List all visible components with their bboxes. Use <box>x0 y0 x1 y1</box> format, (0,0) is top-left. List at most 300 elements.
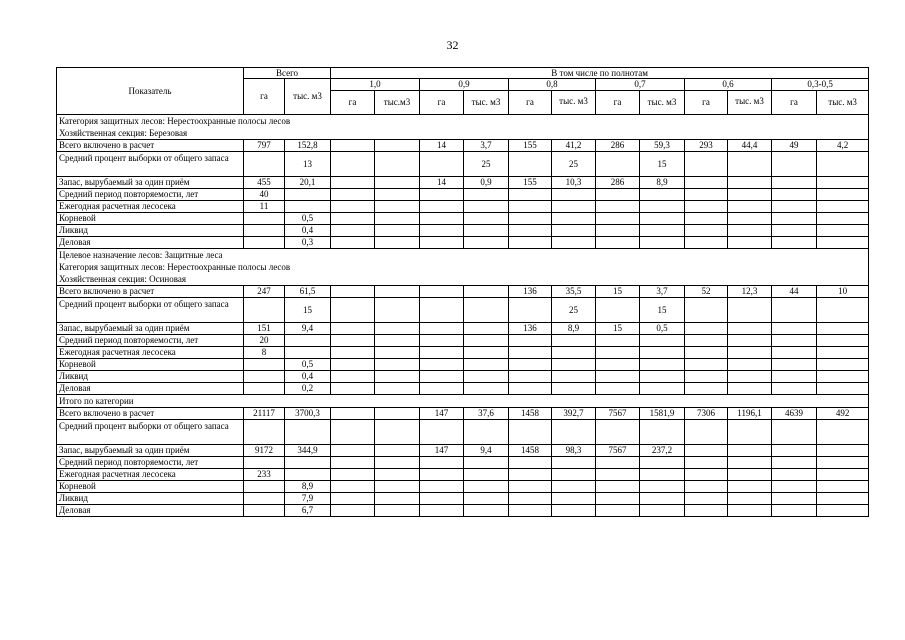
header-unit: га <box>772 90 817 114</box>
header-indicator: Показатель <box>57 68 244 115</box>
table-cell: 6,7 <box>285 504 331 516</box>
header-unit: га <box>509 90 552 114</box>
row-label: Средний период повторяемости, лет <box>57 456 244 468</box>
section-heading-line: Хозяйственная секция: Осиновая <box>59 273 186 284</box>
table-cell <box>596 504 640 516</box>
header-total-volume: тыс. м3 <box>285 79 331 114</box>
table-cell <box>772 480 817 492</box>
table-cell <box>728 346 772 358</box>
table-cell: 286 <box>596 139 640 151</box>
table-cell <box>244 456 285 468</box>
table-cell <box>509 456 552 468</box>
table-cell: 13 <box>285 151 331 176</box>
table-cell <box>552 236 596 248</box>
table-cell <box>685 212 728 224</box>
row-label: Деловая <box>57 504 244 516</box>
table-cell <box>375 492 420 504</box>
table-cell <box>244 297 285 322</box>
header-density: 0,8 <box>509 79 596 90</box>
table-cell: 20 <box>244 334 285 346</box>
table-cell: 8 <box>244 346 285 358</box>
header-unit: тыс. м3 <box>728 90 772 114</box>
table-row <box>57 212 869 224</box>
table-cell: 10 <box>817 285 869 297</box>
table-cell <box>331 285 375 297</box>
table-cell <box>596 334 640 346</box>
table-row <box>57 176 869 188</box>
row-label: Средний период повторяемости, лет <box>57 188 244 200</box>
table-cell <box>331 358 375 370</box>
table-cell <box>772 346 817 358</box>
header-unit: тыс. м3 <box>464 90 509 114</box>
table-cell <box>509 212 552 224</box>
table-cell <box>464 224 509 236</box>
table-cell <box>331 407 375 419</box>
table-cell <box>640 468 685 480</box>
section-heading-line: Категория защитных лесов: Нерестоохранные полосы лесов <box>59 115 291 126</box>
table-cell <box>244 236 285 248</box>
table-cell <box>509 297 552 322</box>
section-heading <box>57 248 869 285</box>
table-cell: 147 <box>420 407 464 419</box>
table-cell <box>817 346 869 358</box>
table-cell <box>375 480 420 492</box>
table-cell <box>772 224 817 236</box>
table-cell: 9,4 <box>285 322 331 334</box>
table-cell: 8,9 <box>640 176 685 188</box>
table-cell <box>464 468 509 480</box>
row-label: Корневой <box>57 358 244 370</box>
table-cell: 15 <box>640 297 685 322</box>
table-cell <box>509 236 552 248</box>
table-cell <box>685 480 728 492</box>
table-cell <box>772 468 817 480</box>
table-cell <box>596 188 640 200</box>
table-cell <box>817 504 869 516</box>
table-cell <box>552 346 596 358</box>
table-cell: 0,4 <box>285 370 331 382</box>
table-row <box>57 370 869 382</box>
table-cell <box>509 382 552 394</box>
row-label: Корневой <box>57 480 244 492</box>
table-cell: 8,9 <box>285 480 331 492</box>
row-label: Ежегодная расчетная лесосека <box>57 468 244 480</box>
table-cell <box>728 358 772 370</box>
table-cell <box>375 444 420 456</box>
table-cell <box>728 456 772 468</box>
table-cell <box>596 224 640 236</box>
table-cell: 10,3 <box>552 176 596 188</box>
table-row <box>57 139 869 151</box>
table-row <box>57 200 869 212</box>
table-cell <box>244 151 285 176</box>
table-cell <box>375 212 420 224</box>
table-cell <box>772 200 817 212</box>
table-cell <box>285 188 331 200</box>
section-heading-line: Категория защитных лесов: Нерестоохранные полосы лесов <box>59 261 291 272</box>
table-cell <box>464 200 509 212</box>
table-cell <box>464 188 509 200</box>
table-row <box>57 444 869 456</box>
table-row <box>57 480 869 492</box>
header-density: 0,6 <box>685 79 772 90</box>
table-cell <box>817 492 869 504</box>
table-cell <box>640 492 685 504</box>
table-cell <box>464 236 509 248</box>
table-cell <box>375 188 420 200</box>
table-cell <box>331 176 375 188</box>
table-cell <box>509 468 552 480</box>
table-cell <box>552 358 596 370</box>
table-cell <box>331 492 375 504</box>
table-cell <box>640 480 685 492</box>
table-cell <box>817 358 869 370</box>
table-cell <box>375 468 420 480</box>
table-cell <box>685 297 728 322</box>
table-cell <box>420 382 464 394</box>
table-cell <box>817 176 869 188</box>
table-cell <box>728 188 772 200</box>
table-cell <box>420 456 464 468</box>
table-cell: 49 <box>772 139 817 151</box>
table-cell <box>509 358 552 370</box>
table-cell <box>420 151 464 176</box>
table-cell <box>817 322 869 334</box>
table-cell <box>685 468 728 480</box>
table-cell <box>552 492 596 504</box>
table-cell: 15 <box>640 151 685 176</box>
table-cell: 8,9 <box>552 322 596 334</box>
table-cell: 7567 <box>596 407 640 419</box>
table-cell: 61,5 <box>285 285 331 297</box>
table-cell <box>640 212 685 224</box>
table-cell <box>420 297 464 322</box>
row-label: Деловая <box>57 236 244 248</box>
table-cell <box>728 444 772 456</box>
table-cell <box>375 419 420 444</box>
table-cell: 237,2 <box>640 444 685 456</box>
table-cell <box>685 176 728 188</box>
table-cell <box>285 200 331 212</box>
table-cell <box>728 236 772 248</box>
table-cell <box>464 419 509 444</box>
table-cell: 286 <box>596 176 640 188</box>
table-row <box>57 346 869 358</box>
table-cell <box>509 200 552 212</box>
table-cell <box>640 504 685 516</box>
table-cell: 15 <box>596 322 640 334</box>
table-cell <box>285 419 331 444</box>
row-label: Ликвид <box>57 224 244 236</box>
table-cell <box>464 456 509 468</box>
table-cell <box>375 285 420 297</box>
table-cell <box>817 212 869 224</box>
table-cell <box>331 456 375 468</box>
table-cell <box>331 382 375 394</box>
table-cell <box>772 236 817 248</box>
table-cell <box>728 382 772 394</box>
header-unit: га <box>331 90 375 114</box>
header-density: 0,9 <box>420 79 509 90</box>
table-cell <box>817 419 869 444</box>
table-cell: 3,7 <box>640 285 685 297</box>
table-cell <box>331 297 375 322</box>
table-cell: 44 <box>772 285 817 297</box>
table-cell <box>640 456 685 468</box>
table-cell: 0,4 <box>285 224 331 236</box>
table-cell <box>640 334 685 346</box>
table-cell: 155 <box>509 176 552 188</box>
table-cell: 21117 <box>244 407 285 419</box>
section-heading <box>57 394 869 407</box>
header-density: 0,7 <box>596 79 685 90</box>
table-cell <box>331 334 375 346</box>
table-cell <box>817 468 869 480</box>
table-cell <box>285 468 331 480</box>
table-cell <box>640 419 685 444</box>
table-cell <box>772 297 817 322</box>
table-cell <box>552 224 596 236</box>
table-cell <box>817 236 869 248</box>
header-total-ha: га <box>244 79 285 114</box>
table-row <box>57 236 869 248</box>
table-cell: 9172 <box>244 444 285 456</box>
page-number: 32 <box>446 38 459 52</box>
table-cell <box>772 358 817 370</box>
table-cell <box>817 224 869 236</box>
table-cell <box>552 382 596 394</box>
table-cell <box>772 322 817 334</box>
table-cell <box>552 188 596 200</box>
table-cell: 151 <box>244 322 285 334</box>
row-label: Ликвид <box>57 370 244 382</box>
table-cell <box>596 468 640 480</box>
table-cell <box>375 334 420 346</box>
table-cell <box>375 224 420 236</box>
table-cell <box>331 151 375 176</box>
table-cell: 797 <box>244 139 285 151</box>
table-cell: 455 <box>244 176 285 188</box>
table-cell <box>375 370 420 382</box>
table-cell <box>685 200 728 212</box>
table-row <box>57 492 869 504</box>
table-cell <box>728 151 772 176</box>
table-cell <box>685 322 728 334</box>
table-cell <box>285 346 331 358</box>
table-cell: 392,7 <box>552 407 596 419</box>
table-cell <box>596 212 640 224</box>
table-cell <box>464 346 509 358</box>
table-cell <box>375 297 420 322</box>
row-label: Средний процент выборки от общего запаса <box>57 151 244 176</box>
table-cell <box>464 382 509 394</box>
table-cell <box>552 212 596 224</box>
section-heading-line: Хозяйственная секция: Березовая <box>59 127 188 138</box>
table-cell <box>244 382 285 394</box>
table-cell <box>552 419 596 444</box>
table-cell <box>772 370 817 382</box>
table-cell <box>331 444 375 456</box>
table-cell <box>244 504 285 516</box>
table-cell <box>420 212 464 224</box>
table-cell <box>817 200 869 212</box>
table-cell <box>772 492 817 504</box>
table-cell <box>331 188 375 200</box>
row-label: Всего включено в расчет <box>57 139 244 151</box>
row-label: Средний период повторяемости, лет <box>57 334 244 346</box>
table-cell <box>331 504 375 516</box>
table-cell <box>817 188 869 200</box>
table-cell: 12,3 <box>728 285 772 297</box>
table-cell: 20,1 <box>285 176 331 188</box>
table-cell <box>375 139 420 151</box>
table-cell: 98,3 <box>552 444 596 456</box>
table-cell: 0,9 <box>464 176 509 188</box>
table-cell: 25 <box>552 151 596 176</box>
table-cell: 15 <box>285 297 331 322</box>
table-cell: 3700,3 <box>285 407 331 419</box>
table-row <box>57 382 869 394</box>
row-label: Запас, вырубаемый за один приём <box>57 176 244 188</box>
table-cell: 0,3 <box>285 236 331 248</box>
row-label: Запас, вырубаемый за один приём <box>57 322 244 334</box>
table-cell <box>728 212 772 224</box>
table-cell <box>420 504 464 516</box>
table-cell <box>685 334 728 346</box>
table-cell: 11 <box>244 200 285 212</box>
table-cell <box>728 334 772 346</box>
table-cell <box>420 188 464 200</box>
table-cell: 0,5 <box>285 358 331 370</box>
table-cell <box>331 468 375 480</box>
table-row <box>57 224 869 236</box>
table-cell <box>728 492 772 504</box>
table-cell: 44,4 <box>728 139 772 151</box>
table-cell <box>244 480 285 492</box>
header-by-density: В том числе по полнотам <box>331 68 869 79</box>
table-cell <box>640 200 685 212</box>
table-cell: 9,4 <box>464 444 509 456</box>
table-cell: 344,9 <box>285 444 331 456</box>
table-cell <box>375 236 420 248</box>
table-cell <box>817 382 869 394</box>
table-cell: 25 <box>464 151 509 176</box>
table-cell <box>509 480 552 492</box>
table-cell <box>420 419 464 444</box>
table-cell <box>685 456 728 468</box>
table-cell <box>772 382 817 394</box>
table-cell <box>420 492 464 504</box>
table-cell <box>728 370 772 382</box>
table-cell <box>552 334 596 346</box>
table-cell <box>640 188 685 200</box>
table-cell <box>596 419 640 444</box>
table-cell <box>817 297 869 322</box>
table-cell: 3,7 <box>464 139 509 151</box>
table-cell: 492 <box>817 407 869 419</box>
table-cell <box>772 444 817 456</box>
table-cell <box>464 285 509 297</box>
table-cell: 233 <box>244 468 285 480</box>
table-cell <box>244 358 285 370</box>
table-cell <box>244 492 285 504</box>
table-cell: 40 <box>244 188 285 200</box>
header-unit: тыс. м3 <box>640 90 685 114</box>
row-label: Средний процент выборки от общего запаса <box>57 297 244 322</box>
table-cell: 136 <box>509 322 552 334</box>
table-cell <box>331 322 375 334</box>
table-cell <box>244 419 285 444</box>
table-cell <box>685 444 728 456</box>
table-cell: 152,8 <box>285 139 331 151</box>
row-label: Средний процент выборки от общего запаса <box>57 419 244 444</box>
table-cell <box>728 322 772 334</box>
table-cell: 155 <box>509 139 552 151</box>
table-cell: 25 <box>552 297 596 322</box>
table-cell <box>772 456 817 468</box>
row-label: Ликвид <box>57 492 244 504</box>
table-cell <box>817 444 869 456</box>
table-cell <box>728 297 772 322</box>
table-cell: 1458 <box>509 444 552 456</box>
table-cell <box>685 224 728 236</box>
table-cell <box>640 346 685 358</box>
table-cell <box>685 492 728 504</box>
header-unit: тыс. м3 <box>552 90 596 114</box>
section-heading <box>57 114 869 139</box>
table-cell <box>375 504 420 516</box>
table-cell <box>728 224 772 236</box>
table-cell: 1581,9 <box>640 407 685 419</box>
table-cell <box>640 370 685 382</box>
table-cell <box>772 188 817 200</box>
table-cell <box>509 346 552 358</box>
table-cell <box>728 468 772 480</box>
row-label: Всего включено в расчет <box>57 407 244 419</box>
table-cell <box>420 480 464 492</box>
table-cell <box>772 504 817 516</box>
table-cell <box>464 322 509 334</box>
header-density: 0,3-0,5 <box>772 79 869 90</box>
row-label: Всего включено в расчет <box>57 285 244 297</box>
table-cell <box>596 358 640 370</box>
header-density: 1,0 <box>331 79 420 90</box>
section-heading-row <box>57 114 869 139</box>
table-cell <box>420 236 464 248</box>
table-cell <box>375 322 420 334</box>
table-cell <box>596 200 640 212</box>
table-cell <box>817 456 869 468</box>
table-cell: 4,2 <box>817 139 869 151</box>
table-cell <box>464 334 509 346</box>
table-cell <box>331 236 375 248</box>
table-cell <box>685 358 728 370</box>
table-cell <box>420 285 464 297</box>
table-cell: 7,9 <box>285 492 331 504</box>
header-unit: тыс. м3 <box>817 90 869 114</box>
table-cell <box>596 346 640 358</box>
table-cell: 37,6 <box>464 407 509 419</box>
table-row <box>57 358 869 370</box>
table-row <box>57 188 869 200</box>
row-label: Запас, вырубаемый за один приём <box>57 444 244 456</box>
table-cell <box>331 224 375 236</box>
section-heading-line: Целевое назначение лесов: Защитные леса <box>59 249 223 260</box>
table-cell <box>685 346 728 358</box>
table-cell <box>596 151 640 176</box>
table-cell <box>552 480 596 492</box>
table-cell <box>375 456 420 468</box>
